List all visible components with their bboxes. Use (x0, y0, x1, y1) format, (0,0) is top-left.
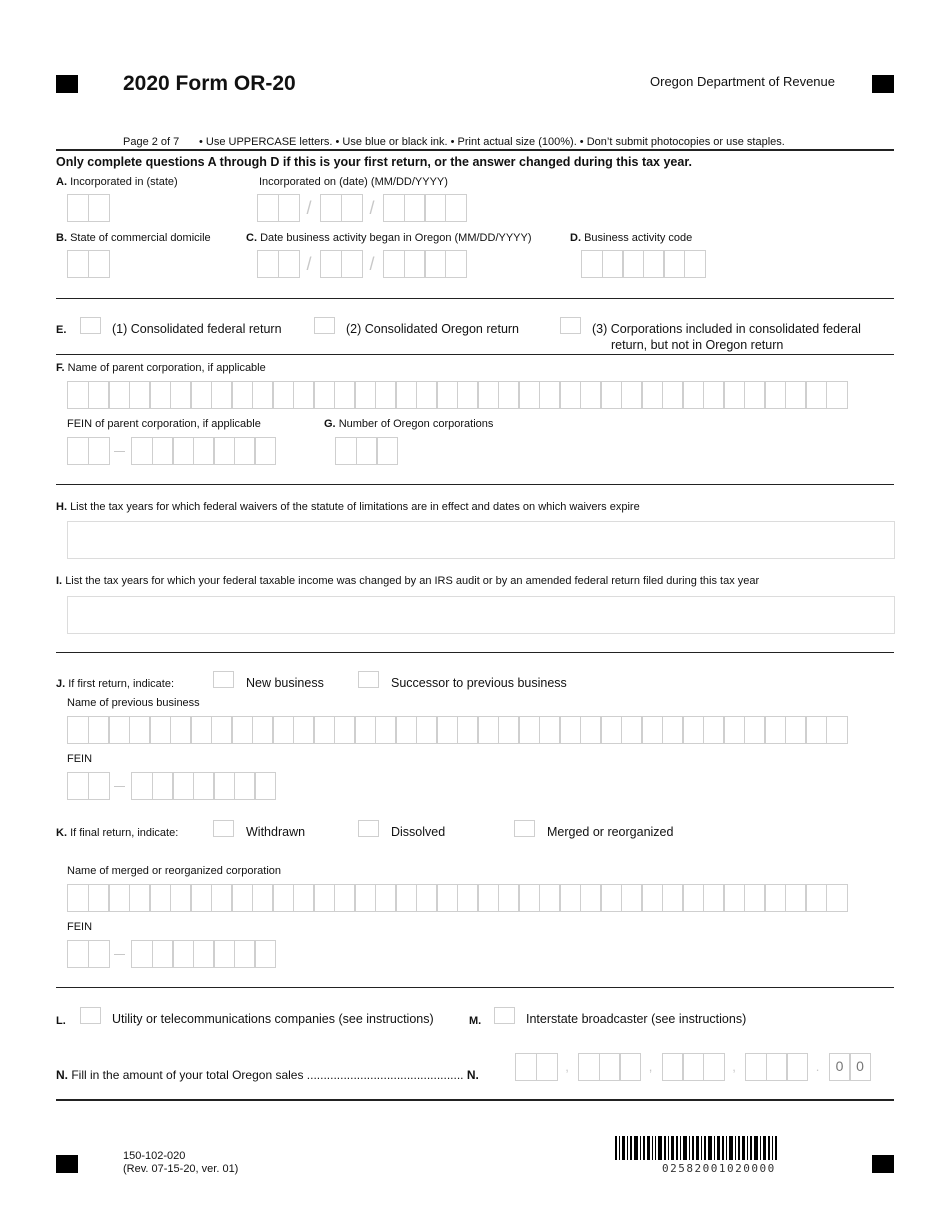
irs-audit-years-input[interactable] (67, 596, 895, 634)
withdrawn-checkbox[interactable] (213, 820, 234, 837)
interstate-broadcaster-checkbox[interactable] (494, 1007, 515, 1024)
parent-fein-label: FEIN of parent corporation, if applicable (67, 418, 261, 430)
incorporation-date-label: Incorporated on (date) (MM/DD/YYYY) (259, 176, 448, 188)
utility-telecom-checkbox[interactable] (80, 1007, 101, 1024)
footer-rule (56, 1099, 894, 1101)
successor-business-checkbox[interactable] (358, 671, 379, 688)
question-n-label: N. Fill in the amount of your total Oregon sales ............................................... N. (56, 1068, 479, 1082)
form-title: 2020 Form OR-20 (123, 72, 296, 95)
question-h-label: H. List the tax years for which federal waivers of the statute of limitations are in effect and dates on which waivers expire (56, 501, 640, 513)
section-rule (56, 298, 894, 299)
activity-began-date-input[interactable]: / / (257, 250, 465, 278)
business-activity-code-input[interactable] (581, 250, 704, 278)
section-rule (56, 484, 894, 485)
merged-reorganized-checkbox[interactable] (514, 820, 535, 837)
question-j-label: J. If first return, indicate: (56, 678, 175, 690)
agency-name: Oregon Department of Revenue (650, 74, 835, 89)
form-revision: (Rev. 07-15-20, ver. 01) (123, 1163, 239, 1175)
consolidated-federal-checkbox[interactable] (80, 317, 101, 334)
consolidated-federal-label: (1) Consolidated federal return (112, 322, 282, 336)
parent-fein-input[interactable] (67, 437, 275, 465)
question-e-letter: E. (56, 324, 67, 336)
new-business-label: New business (246, 676, 324, 690)
previous-business-name-input[interactable] (67, 716, 846, 744)
corporations-included-label-line1: (3) Corporations included in consolidated federal (592, 322, 861, 336)
consolidated-oregon-label: (2) Consolidated Oregon return (346, 322, 520, 336)
question-g-label: G. Number of Oregon corporations (324, 418, 494, 430)
merged-corporation-name-label: Name of merged or reorganized corporation (67, 865, 282, 877)
interstate-broadcaster-label: Interstate broadcaster (see instructions) (526, 1012, 747, 1026)
print-instructions: • Use UPPERCASE letters. • Use blue or black ink. • Print actual size (100%). • Don’t submit photocopies or use staples. (199, 136, 785, 148)
new-business-checkbox[interactable] (213, 671, 234, 688)
question-a-label: A. Incorporated in (state) (56, 176, 178, 188)
registration-mark-bottom-right (872, 1155, 894, 1173)
section-rule (56, 652, 894, 653)
question-d-label: D. Business activity code (570, 232, 693, 244)
question-l-letter: L. (56, 1015, 66, 1027)
merged-reorganized-label: Merged or reorganized (547, 825, 674, 839)
question-b-label: B. State of commercial domicile (56, 232, 211, 244)
question-m-letter: M. (469, 1015, 482, 1027)
merged-corporation-name-input[interactable] (67, 884, 846, 912)
section-rule (56, 354, 894, 355)
registration-mark-top-right (872, 75, 894, 93)
successor-business-label: Successor to previous business (391, 676, 567, 690)
barcode (615, 1136, 779, 1160)
page-number: Page 2 of 7 (123, 136, 180, 148)
merged-corporation-fein-input[interactable] (67, 940, 275, 968)
corporations-included-label-line2: return, but not in Oregon return (611, 338, 784, 352)
previous-business-fein-input[interactable] (67, 772, 275, 800)
barcode-number: 02582001020000 (662, 1162, 776, 1175)
registration-mark-top-left (56, 75, 78, 93)
commercial-domicile-input[interactable] (67, 250, 108, 278)
withdrawn-label: Withdrawn (246, 825, 306, 839)
form-number: 150-102-020 (123, 1150, 186, 1162)
intro-text: Only complete questions A through D if this is your first return, or the answer changed during this tax year. (56, 155, 692, 169)
dissolved-checkbox[interactable] (358, 820, 379, 837)
question-f-label: F. Name of parent corporation, if applicable (56, 362, 266, 374)
question-i-label: I. List the tax years for which your federal taxable income was changed by an IRS audit or by an amended federal return filed during this tax year (56, 575, 760, 587)
oregon-sales-amount-input[interactable]: , , , . 0 0 (515, 1050, 870, 1084)
question-k-label: K. If final return, indicate: (56, 827, 179, 839)
header-rule (56, 149, 894, 151)
previous-business-name-label: Name of previous business (67, 697, 200, 709)
utility-telecom-label: Utility or telecommunications companies (see instructions) (112, 1012, 434, 1026)
oregon-corporations-count-input[interactable] (335, 437, 397, 465)
federal-waivers-input[interactable] (67, 521, 895, 559)
corporations-included-checkbox[interactable] (560, 317, 581, 334)
state-incorporated-input[interactable] (67, 194, 108, 222)
consolidated-oregon-checkbox[interactable] (314, 317, 335, 334)
section-rule (56, 987, 894, 988)
registration-mark-bottom-left (56, 1155, 78, 1173)
cents-digit-1: 0 (829, 1053, 851, 1081)
incorporation-date-input[interactable]: / / (257, 194, 465, 222)
previous-business-fein-label: FEIN (67, 753, 93, 765)
question-c-label: C. Date business activity began in Oregon (MM/DD/YYYY) (246, 232, 532, 244)
parent-corporation-name-input[interactable] (67, 381, 846, 409)
cents-digit-2: 0 (849, 1053, 871, 1081)
merged-corporation-fein-label: FEIN (67, 921, 93, 933)
dissolved-label: Dissolved (391, 825, 446, 839)
